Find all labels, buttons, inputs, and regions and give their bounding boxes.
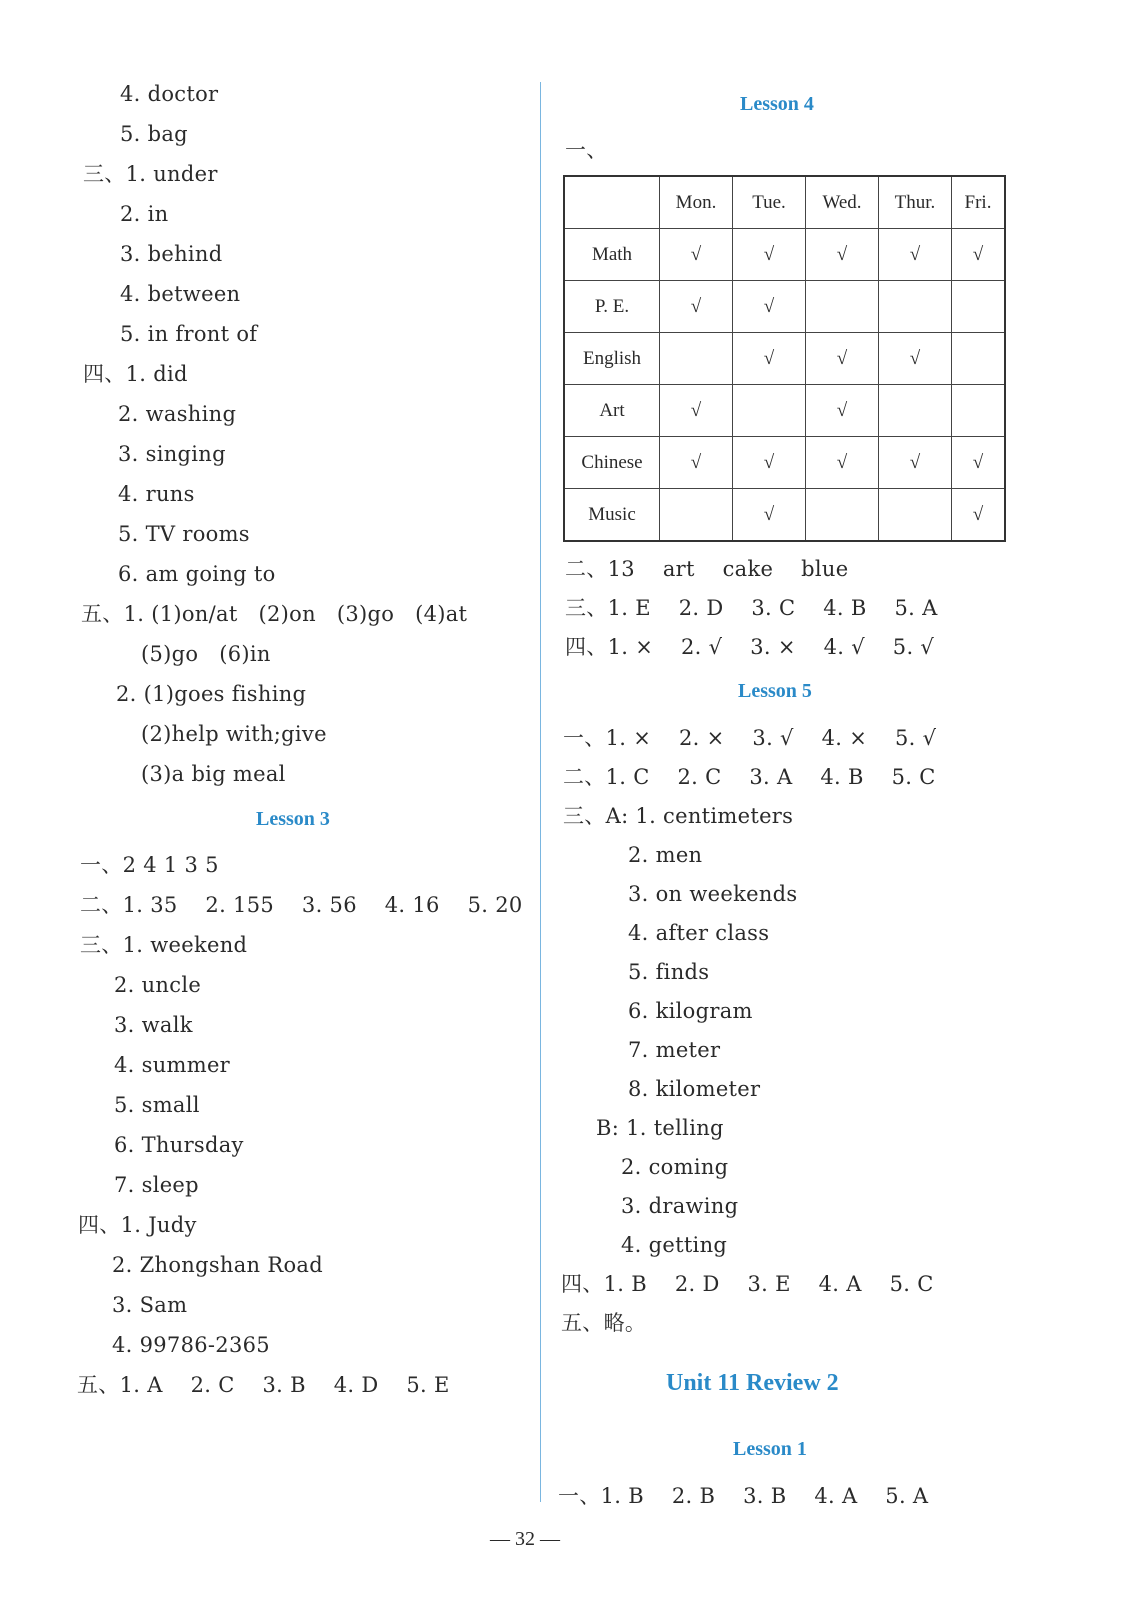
check-cell: √ [733,229,806,281]
answer-line: 5. TV rooms [118,522,250,546]
column-divider [540,82,541,1502]
check-cell [879,281,952,333]
table-header-row [564,176,1005,229]
check-cell: √ [660,281,733,333]
subject-cell: Math [564,229,660,281]
page-number: — 32 — [490,1528,560,1550]
section-line: 二、13 art cake blue [565,557,849,581]
answer-line: 4. after class [628,921,770,945]
day-header: Thur. [879,176,952,229]
section-line: 四、1. did [83,362,188,386]
answer-line: 8. kilometer [628,1077,761,1101]
table-row [564,437,1005,489]
check-cell [660,333,733,385]
answer-line: 6. am going to [118,562,276,586]
schedule-table [563,175,1006,542]
section-line: 四、1. Judy [78,1213,197,1237]
check-cell: √ [660,385,733,437]
answer-line: 5. in front of [120,322,258,346]
answer-line: 3. behind [120,242,223,266]
answer-line: 2. in [120,202,169,226]
section-line: 三、1. weekend [80,933,248,957]
answer-line: 3. on weekends [628,882,798,906]
section-line: 五、略。 [561,1311,647,1335]
section-line: 一、1. × 2. × 3. √ 4. × 5. √ [563,726,937,750]
lesson-heading: Lesson 3 [256,808,330,830]
answer-line: 2. men [628,843,703,867]
section-line: 一、 [565,138,608,162]
table-row [564,229,1005,281]
answer-line: (2)help with;give [141,722,327,746]
answer-line: 2. Zhongshan Road [112,1253,323,1277]
section-line: 二、1. C 2. C 3. A 4. B 5. C [563,765,936,789]
answer-line: 5. small [114,1093,200,1117]
answer-line: 3. singing [118,442,226,466]
check-cell [952,281,1006,333]
answer-line: 6. Thursday [114,1133,244,1157]
check-cell: √ [879,437,952,489]
answer-line: 4. summer [114,1053,231,1077]
check-cell [952,333,1006,385]
section-line: 三、A: 1. centimeters [563,804,794,828]
answer-line: (3)a big meal [141,762,286,786]
check-cell: √ [733,489,806,542]
subject-cell: P. E. [564,281,660,333]
answer-line: 4. between [120,282,241,306]
subject-cell: Music [564,489,660,542]
check-cell [952,385,1006,437]
check-cell: √ [660,229,733,281]
check-cell: √ [952,229,1006,281]
day-header: Mon. [660,176,733,229]
answer-line: 4. runs [118,482,195,506]
check-cell [879,385,952,437]
unit-heading: Unit 11 Review 2 [666,1370,839,1396]
check-cell: √ [733,333,806,385]
answer-line: 7. sleep [114,1173,199,1197]
answer-line: (5)go (6)in [141,642,271,666]
check-cell [879,489,952,542]
lesson-heading: Lesson 4 [740,93,814,115]
table-row [564,333,1005,385]
answer-line: 4. getting [621,1233,728,1257]
answer-line: B: 1. telling [596,1116,724,1140]
check-cell: √ [733,281,806,333]
check-cell: √ [879,229,952,281]
day-header: Tue. [733,176,806,229]
answer-line: 3. drawing [621,1194,739,1218]
subject-cell: Art [564,385,660,437]
answer-line: 2. uncle [114,973,202,997]
check-cell: √ [806,385,879,437]
check-cell: √ [952,489,1006,542]
check-cell: √ [952,437,1006,489]
answer-line: 2. (1)goes fishing [116,682,307,706]
table-row [564,489,1005,542]
answer-line: 5. bag [120,122,188,146]
table-row [564,281,1005,333]
section-line: 四、1. B 2. D 3. E 4. A 5. C [561,1272,934,1296]
section-line: 三、1. E 2. D 3. C 4. B 5. A [565,596,938,620]
answer-line: 4. 99786-2365 [112,1333,270,1357]
answer-line: 6. kilogram [628,999,753,1023]
check-cell: √ [806,437,879,489]
table-row [564,385,1005,437]
check-cell [733,385,806,437]
lesson-heading: Lesson 1 [733,1438,807,1460]
check-cell: √ [806,229,879,281]
check-cell: √ [733,437,806,489]
section-line: 一、2 4 1 3 5 [80,853,219,877]
answer-line: 5. finds [628,960,710,984]
check-cell [806,489,879,542]
section-line: 五、1. (1)on/at (2)on (3)go (4)at [81,602,468,626]
table-corner-cell [564,176,660,229]
check-cell: √ [879,333,952,385]
lesson-heading: Lesson 5 [738,680,812,702]
check-cell: √ [806,333,879,385]
answer-line: 7. meter [628,1038,721,1062]
answer-line: 2. coming [621,1155,729,1179]
answer-line: 4. doctor [120,82,219,106]
day-header: Fri. [952,176,1006,229]
subject-cell: Chinese [564,437,660,489]
answer-line: 3. walk [114,1013,193,1037]
section-line: 五、1. A 2. C 3. B 4. D 5. E [77,1373,450,1397]
check-cell [660,489,733,542]
subject-cell: English [564,333,660,385]
answer-line: 3. Sam [112,1293,188,1317]
section-line: 一、1. B 2. B 3. B 4. A 5. A [558,1484,929,1508]
section-line: 二、1. 35 2. 155 3. 56 4. 16 5. 20 [80,893,523,917]
section-line: 三、1. under [83,162,218,186]
day-header: Wed. [806,176,879,229]
check-cell [806,281,879,333]
answer-line: 2. washing [118,402,237,426]
check-cell: √ [660,437,733,489]
section-line: 四、1. × 2. √ 3. × 4. √ 5. √ [565,635,935,659]
